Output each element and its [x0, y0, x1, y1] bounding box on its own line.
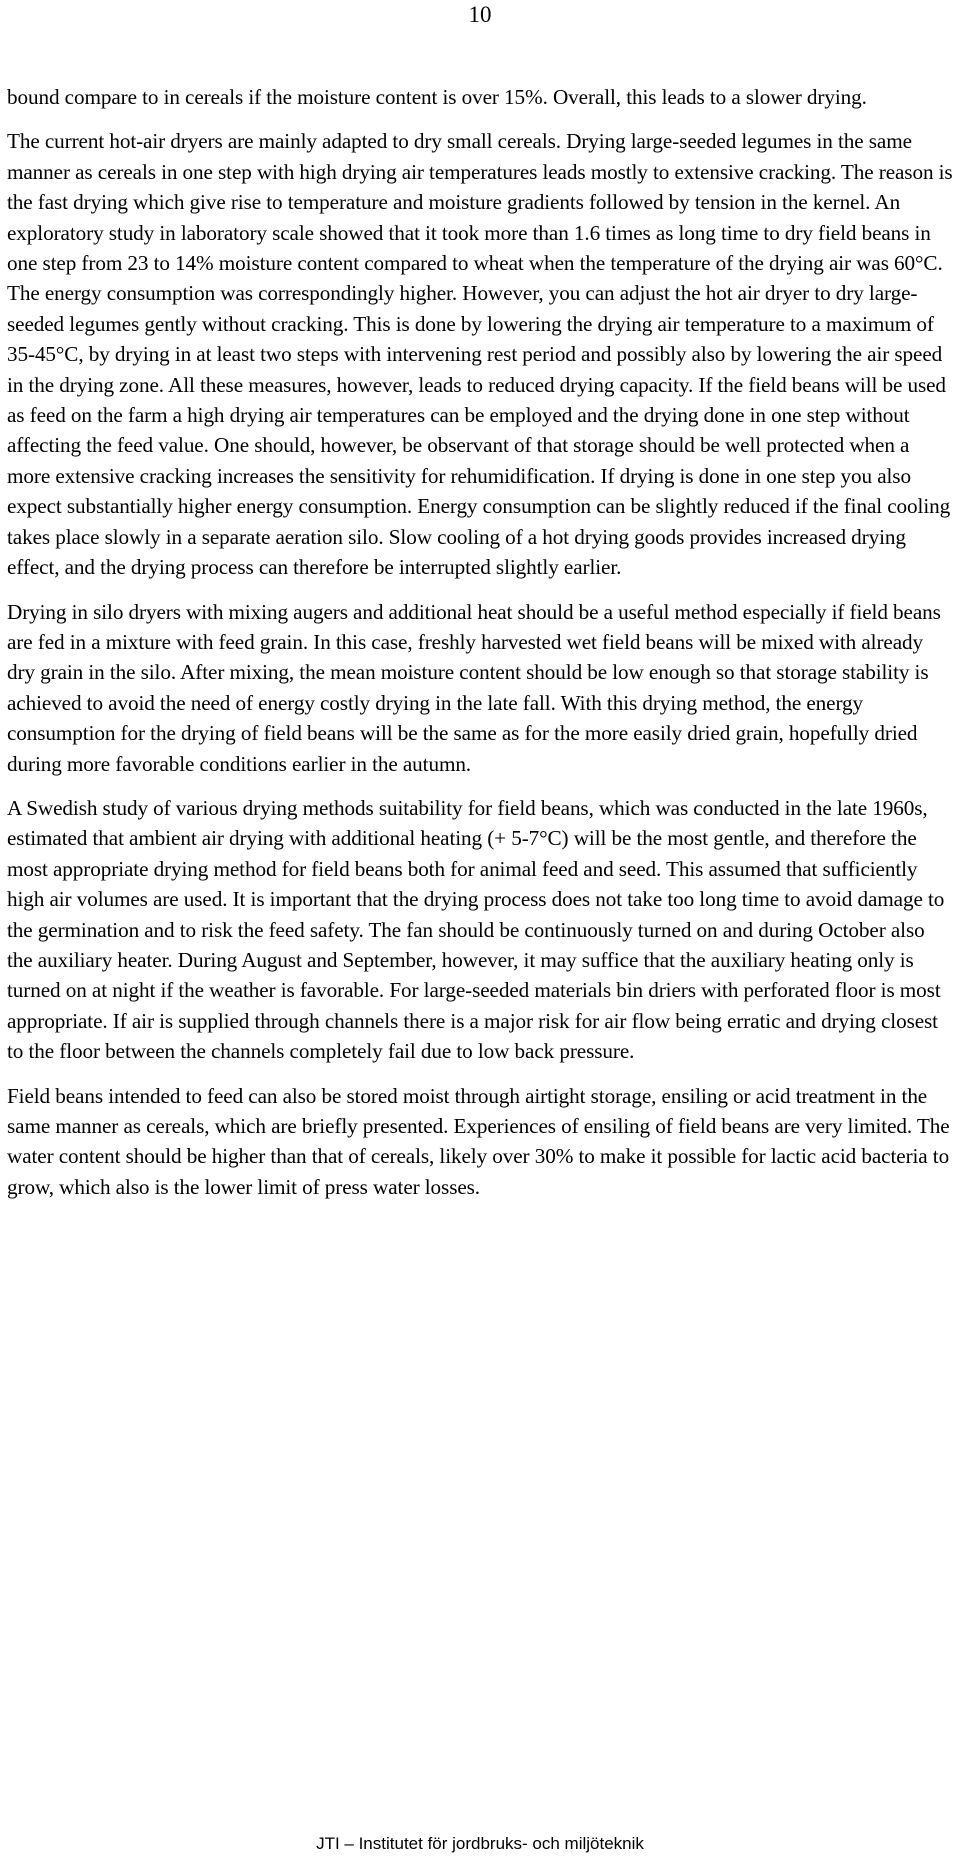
paragraph-1: bound compare to in cereals if the moisture content is over 15%. Overall, this leads to a slower drying.	[7, 85, 867, 109]
paragraph-4: A Swedish study of various drying methods suitability for field beans, which was conducted in the late 1960s, estimated that ambient air drying with additional heating (+ 5-7°C) will be the most gentle, and therefore the most appropriate drying method for field beans both for animal feed and seed. This assumed that sufficiently high air volumes are used. It is important that the drying process does not take too long time to avoid damage to the germination and to risk the feed safety. The fan should be continuously turned on and during October also the auxiliary heater. During August and September, however, it may suffice that the auxiliary heating only is turned on at night if the weather is favorable. For large-seeded materials bin driers with perforated floor is most appropriate. If air is supplied through channels there is a major risk for air flow being erratic and drying closest to the floor between the channels completely fail due to low back pressure.	[7, 795, 945, 1064]
paragraph-3: Drying in silo dryers with mixing augers and additional heat should be a useful method especially if field beans are fed in a mixture with feed grain. In this case, freshly harvested wet field beans will be mixed with already dry grain in the silo. After mixing, the mean moisture content should be low enough so that storage stability is achieved to avoid the need of energy costly drying in the late fall. With this drying method, the energy consumption for the drying of field beans will be the same as for the more easily dried grain, hopefully dried during more favorable conditions earlier in the autumn.	[7, 599, 941, 776]
page-number: 10	[468, 2, 492, 27]
paragraph-5: Field beans intended to feed can also be stored moist through airtight storage, ensiling or acid treatment in the same manner as cereals, which are briefly presented. Experiences of ensiling of field beans are very limited. The water content should be higher than that of cereals, likely over 30% to make it possible for lactic acid bacteria to grow, which also is the lower limit of press water losses.	[7, 1083, 950, 1199]
body-text	[7, 82, 955, 1216]
paragraph-2: The current hot-air dryers are mainly adapted to dry small cereals. Drying large-seeded legumes in the same manner as cereals in one step with high drying air temperatures leads mostly to extensive cracking. The reason is the fast drying which give rise to temperature and moisture gradients followed by tension in the kernel. An exploratory study in laboratory scale showed that it took more than 1.6 times as long time to dry field beans in one step from 23 to 14% moisture content compared to wheat when the temperature of the drying air was 60°C. The energy consumption was correspondingly higher. However, you can adjust the hot air dryer to dry large-seeded legumes gently without cracking. This is done by lowering the drying air temperature to a maximum of 35-45°C, by drying in at least two steps with intervening rest period and possibly also by lowering the air speed in the drying zone. All these measures, however, leads to reduced drying capacity. If the field beans will be used as feed on the farm a high drying air temperatures can be employed and the drying done in one step without affecting the feed value. One should, however, be observant of that storage should be well protected when a more extensive cracking increases the sensitivity for rehumidification. If drying is done in one step you also expect substantially higher energy consumption. Energy consumption can be slightly reduced if the final cooling takes place slowly in a separate aeration silo. Slow cooling of a hot drying goods provides increased drying effect, and the drying process can therefore be interrupted slightly earlier.	[7, 129, 953, 580]
page-footer: JTI – Institutet för jordbruks- och miljöteknik	[316, 1834, 644, 1853]
